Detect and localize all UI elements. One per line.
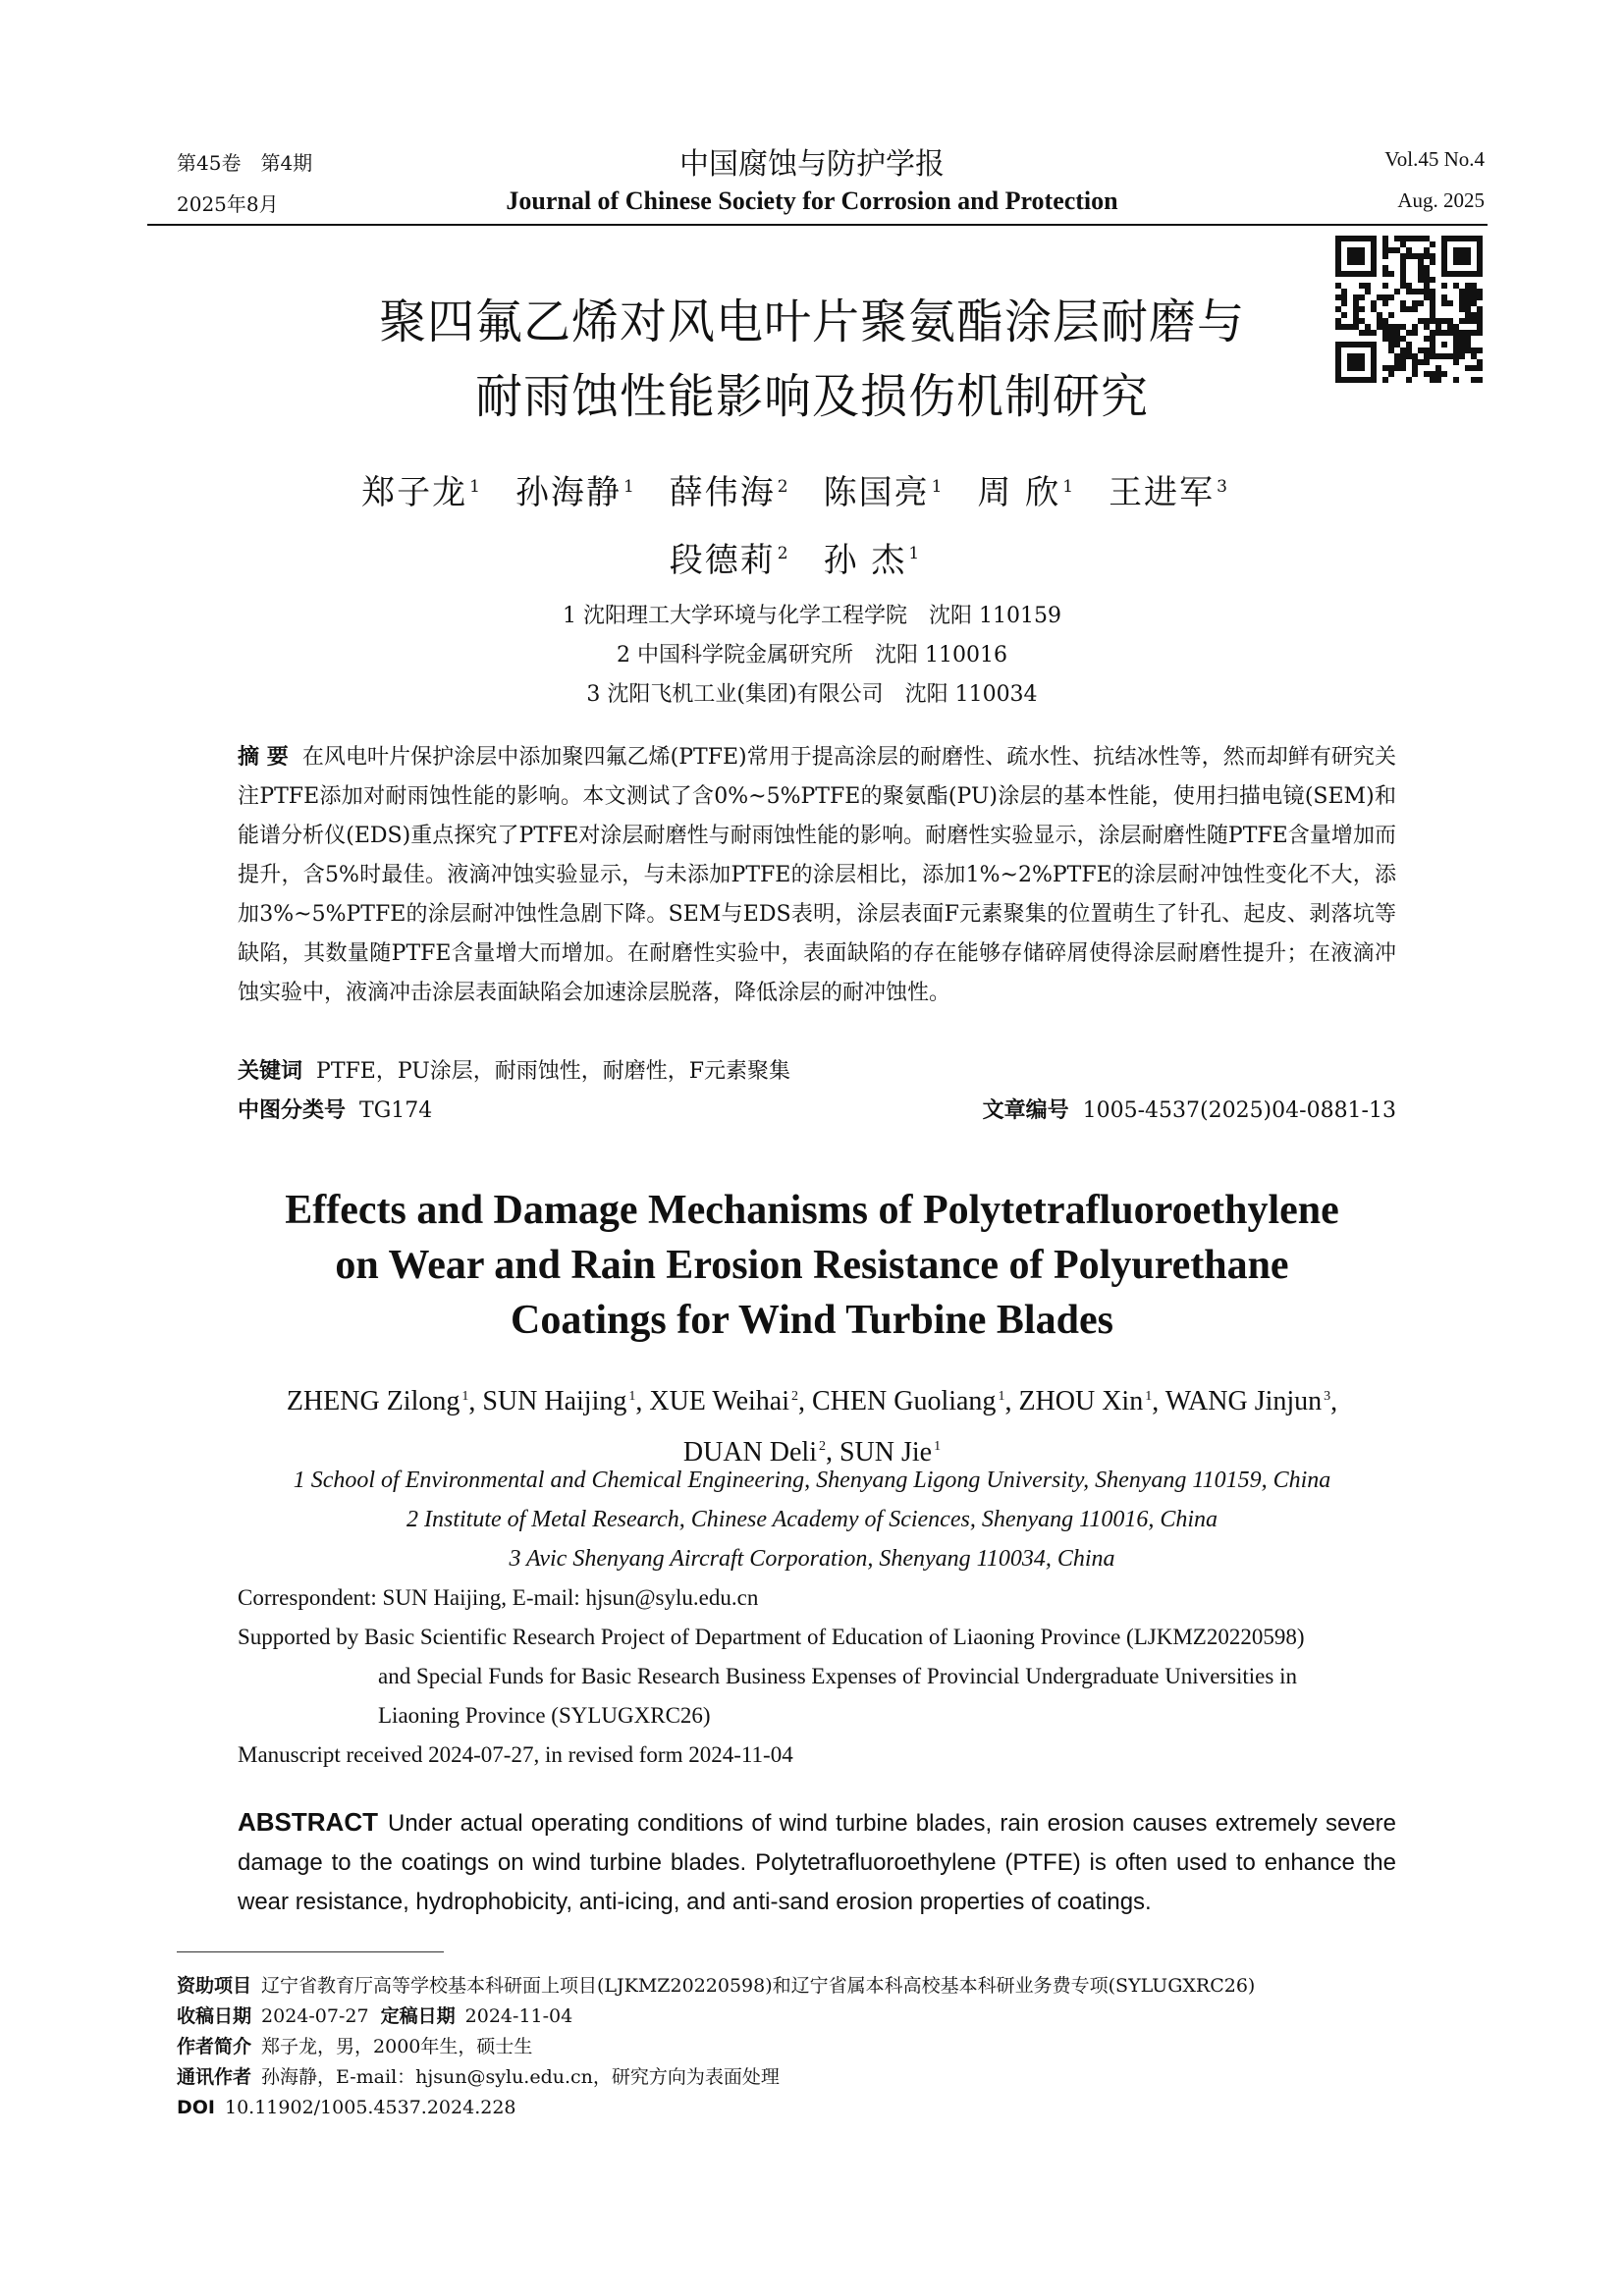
author-name: SUN Jie $^1$ [839, 1436, 942, 1468]
journal-title-en: Journal of Chinese Society for Corrosion and Protection [506, 187, 1118, 215]
abstract-cn [238, 738, 1396, 1013]
affiliation-en-3: 3 Avic Shenyang Aircraft Corporation, Shenyang 110034, China [509, 1546, 1115, 1572]
affiliation-en-2: 2 Institute of Metal Research, Chinese Academy of Sciences, Shenyang 110016, China [406, 1507, 1218, 1532]
affiliation-en-1: 1 School of Environmental and Chemical Engineering, Shenyang Ligong University, Shenyang 110159, China [293, 1468, 1331, 1493]
footnotes [177, 1971, 1404, 2123]
footnote-rule [177, 1951, 444, 1952]
author-affiliation-mark: 2 [777, 477, 790, 497]
article-number-label: 文章编号 [982, 1098, 1069, 1123]
author-affiliation-mark: 1 [628, 1389, 636, 1404]
title-cn-line-1: 聚四氟乙烯对风电叶片聚氨酯涂层耐磨与 [378, 294, 1245, 349]
authors-en-line-1 [0, 1374, 1624, 1424]
affiliations-cn [0, 597, 1624, 715]
author-affiliation-mark: 2 [818, 1439, 826, 1455]
footnote-revised-label: 定稿日期 [380, 2005, 456, 2027]
author-affiliation-mark: 1 [1062, 477, 1076, 497]
footnote-author-label: 作者简介 [177, 2036, 252, 2057]
author-affiliation-mark: 3 [1324, 1389, 1331, 1404]
author-separator: , [468, 1386, 483, 1417]
keywords-cn-label: 关键词 [238, 1059, 303, 1084]
abstract-cn-text: 在风电叶片保护涂层中添加聚四氟乙烯(PTFE)常用于提高涂层的耐磨性、疏水性、抗结冰性等，然而却鲜有研究关注PTFE添加对耐雨蚀性能的影响。本文测试了含0%~5%PTFE的聚氨酯(PU)涂层的基本性能，使用扫描电镜(SEM)和能谱分析仪(EDS)重点探究了PTFE对涂层耐磨性与耐雨蚀性能的影响。耐磨性实验显示，涂层耐磨性随PTFE含量增加而提升，含5%时最佳。液滴冲蚀实验显示，与未添加PTFE的涂层相比，添加1%~2%PTFE的涂层耐冲蚀性变化不大，添加3%~5%PTFE的涂层耐冲蚀性急剧下降。SEM与EDS表明，涂层表面F元素聚集的位置萌生了针孔、起皮、剥落坑等缺陷，其数量随PTFE含量增大而增加。在耐磨性实验中，表面缺陷的存在能够存储碎屑使得涂层耐磨性提升；在液滴冲蚀实验中，液滴冲击涂层表面缺陷会加速涂层脱落，降低涂层的耐冲蚀性。 [238, 745, 1396, 1005]
author-affiliation-mark: 1 [469, 477, 482, 497]
author-name: 郑子龙 $^1$ [361, 473, 482, 513]
author-affiliation-mark: 1 [1145, 1389, 1153, 1404]
footnote-funding-label: 资助项目 [177, 1975, 252, 1997]
footnote-dates [177, 2002, 1404, 2032]
author-name: 陈国亮 $^1$ [823, 473, 945, 513]
author-affiliation-mark: 1 [931, 477, 945, 497]
author-affiliation-mark: 1 [998, 1389, 1005, 1404]
author-name: SUN Haijing $^1$ [482, 1386, 636, 1417]
title-cn-line-2: 耐雨蚀性能影响及损伤机制研究 [474, 369, 1149, 424]
classification-row [238, 1092, 1396, 1131]
author-name: 孙 杰 $^1$ [823, 540, 922, 580]
author-separator: , [1330, 1386, 1338, 1417]
affiliation-cn-3: 3 沈阳飞机工业(集团)有限公司 沈阳 110034 [586, 682, 1038, 707]
classification-value: TG174 [359, 1098, 433, 1123]
article-number [983, 1092, 1396, 1131]
journal-title-cn: 中国腐蚀与防护学报 [679, 147, 945, 182]
author-affiliation-mark: 1 [461, 1389, 469, 1404]
footnote-author-bio [177, 2032, 1404, 2062]
footnote-doi-label: DOI [177, 2097, 215, 2118]
article-number-value: 1005-4537(2025)04-0881-13 [1082, 1098, 1396, 1123]
author-name: 周 欣 $^1$ [977, 473, 1076, 513]
abstract-en-label: ABSTRACT [238, 1807, 378, 1837]
author-affiliation-mark: 2 [777, 544, 790, 564]
author-name: ZHENG Zilong $^1$ [286, 1386, 469, 1417]
title-cn [0, 285, 1624, 434]
author-affiliation-mark: 1 [934, 1439, 942, 1455]
footnote-author-text: 郑子龙，男，2000年生，硕士生 [261, 2036, 533, 2057]
footnote-received-label: 收稿日期 [177, 2005, 252, 2027]
abstract-en [238, 1802, 1396, 1922]
author-separator: , [1004, 1386, 1019, 1417]
title-en [0, 1183, 1624, 1348]
header-volume-issue-en: Vol.45 No.4 [1384, 147, 1485, 171]
footnote-received-text: 2024-07-27 [261, 2005, 369, 2027]
abstract-en-text: Under actual operating conditions of wind turbine blades, rain erosion causes extremely severe damage to the coatings on wind turbine blades. Polytetrafluoroethylene (PTFE) is often used to enhance the wear resistance, hydrophobicity, anti-icing, and anti-sand erosion properties of coatings. [238, 1810, 1396, 1915]
footnote-revised-text: 2024-11-04 [464, 2005, 573, 2027]
title-en-line-2: on Wear and Rain Erosion Resistance of Polyurethane [335, 1243, 1289, 1288]
header-volume-issue-cn: 第45卷 第4期 [177, 151, 313, 175]
affiliation-cn-2: 2 中国科学院金属研究所 沈阳 110016 [617, 643, 1007, 667]
footnote-funding [177, 1971, 1404, 2002]
supported-by-line-1: Supported by Basic Scientific Research Project of Department of Education of Liaoning Province (LJKMZ20220598) [238, 1625, 1305, 1649]
author-separator: , [798, 1386, 812, 1417]
authors-cn-line-2 [0, 523, 1624, 590]
authors-cn-line-1 [0, 456, 1624, 523]
author-separator: , [1152, 1386, 1165, 1417]
author-affiliation-mark: 3 [1217, 477, 1229, 497]
footnote-corresponding-label: 通讯作者 [177, 2066, 252, 2088]
footnote-doi [177, 2093, 1404, 2123]
supported-by-line-2: and Special Funds for Basic Research Business Expenses of Provincial Undergraduate Universities in [378, 1664, 1297, 1688]
author-affiliation-mark: 2 [791, 1389, 798, 1404]
author-separator: , [635, 1386, 650, 1417]
author-name: 段德莉 $^2$ [669, 540, 790, 580]
header-date-en: Aug. 2025 [1397, 188, 1485, 212]
authors-cn [0, 456, 1624, 591]
metadata-en [238, 1578, 1396, 1775]
header-date-cn: 2025年8月 [177, 192, 279, 216]
author-name: CHEN Guoliang $^1$ [812, 1386, 1005, 1417]
supported-by-line-3: Liaoning Province (SYLUGXRC26) [378, 1703, 711, 1728]
manuscript-dates: Manuscript received 2024-07-27, in revised form 2024-11-04 [238, 1742, 793, 1767]
author-affiliation-mark: 1 [623, 477, 636, 497]
header-rule [147, 224, 1488, 226]
footnote-doi-text: 10.11902/1005.4537.2024.228 [225, 2097, 516, 2118]
affiliation-cn-1: 1 沈阳理工大学环境与化学工程学院 沈阳 110159 [563, 604, 1061, 628]
affiliations-en [0, 1461, 1624, 1578]
footnote-corresponding-text: 孙海静，E-mail：hjsun@sylu.edu.cn，研究方向为表面处理 [261, 2066, 780, 2088]
author-affiliation-mark: 1 [908, 544, 922, 564]
author-name: 孙海静 $^1$ [514, 473, 636, 513]
title-en-line-1: Effects and Damage Mechanisms of Polytetrafluoroethylene [285, 1188, 1339, 1233]
author-name: WANG Jinjun $^3$ [1164, 1386, 1331, 1417]
title-en-line-3: Coatings for Wind Turbine Blades [511, 1298, 1113, 1343]
author-separator: , [825, 1436, 839, 1468]
author-name: ZHOU Xin $^1$ [1018, 1386, 1153, 1417]
keywords-cn-text: PTFE，PU涂层，耐雨蚀性，耐磨性，F元素聚集 [316, 1059, 791, 1084]
author-name: XUE Weihai $^2$ [649, 1386, 798, 1417]
correspondent: Correspondent: SUN Haijing, E-mail: hjsun@sylu.edu.cn [238, 1585, 759, 1610]
author-name: DUAN Deli $^2$ [682, 1436, 826, 1468]
footnote-funding-text: 辽宁省教育厅高等学校基本科研面上项目(LJKMZ20220598)和辽宁省属本科高校基本科研业务费专项(SYLUGXRC26) [261, 1975, 1256, 1997]
classification-label: 中图分类号 [238, 1098, 347, 1123]
footnote-corresponding [177, 2062, 1404, 2093]
author-name: 王进军 $^3$ [1109, 473, 1229, 513]
author-name: 薛伟海 $^2$ [669, 473, 790, 513]
keywords-cn [238, 1052, 1396, 1092]
abstract-cn-label: 摘 要 [238, 745, 289, 770]
